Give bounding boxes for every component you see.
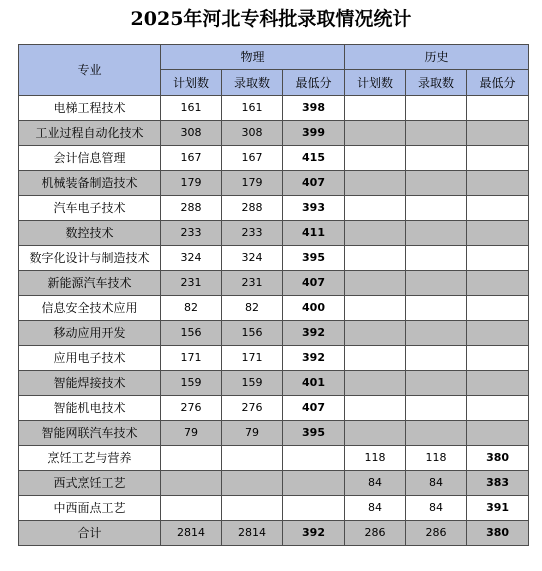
cell-major: 工业过程自动化技术 xyxy=(19,121,161,146)
cell-history-min-score xyxy=(467,421,529,446)
cell-history-admitted xyxy=(406,96,467,121)
cell-physics-min-score: 393 xyxy=(283,196,345,221)
total-cell-physics-admitted: 2814 xyxy=(222,521,283,546)
cell-major: 智能网联汽车技术 xyxy=(19,421,161,446)
table-row xyxy=(19,196,529,221)
cell-physics-min-score: 392 xyxy=(283,346,345,371)
cell-major: 会计信息管理 xyxy=(19,146,161,171)
table-row xyxy=(19,371,529,396)
cell-history-plan: 84 xyxy=(345,496,406,521)
cell-history-plan xyxy=(345,221,406,246)
cell-physics-min-score: 392 xyxy=(283,321,345,346)
cell-history-plan xyxy=(345,321,406,346)
cell-history-min-score xyxy=(467,96,529,121)
cell-history-min-score xyxy=(467,171,529,196)
table-row xyxy=(19,296,529,321)
cell-history-admitted xyxy=(406,146,467,171)
cell-history-min-score: 380 xyxy=(467,446,529,471)
table-row xyxy=(19,321,529,346)
total-cell-history-admitted: 286 xyxy=(406,521,467,546)
cell-history-admitted xyxy=(406,421,467,446)
cell-history-plan xyxy=(345,246,406,271)
cell-physics-min-score: 407 xyxy=(283,171,345,196)
table-row xyxy=(19,396,529,421)
header-history: 历史 xyxy=(345,45,529,70)
cell-physics-min-score: 398 xyxy=(283,96,345,121)
header-physics-min-score: 最低分 xyxy=(283,70,345,96)
cell-physics-plan: 288 xyxy=(161,196,222,221)
cell-major: 电梯工程技术 xyxy=(19,96,161,121)
cell-major: 数字化设计与制造技术 xyxy=(19,246,161,271)
total-cell-physics-min-score: 392 xyxy=(283,521,345,546)
cell-physics-admitted: 82 xyxy=(222,296,283,321)
cell-history-admitted xyxy=(406,196,467,221)
table-row xyxy=(19,246,529,271)
cell-major: 机械装备制造技术 xyxy=(19,171,161,196)
cell-history-plan: 118 xyxy=(345,446,406,471)
header-physics-admitted: 录取数 xyxy=(222,70,283,96)
cell-history-min-score xyxy=(467,121,529,146)
cell-history-min-score xyxy=(467,271,529,296)
cell-physics-min-score: 411 xyxy=(283,221,345,246)
table-row xyxy=(19,146,529,171)
total-cell-physics-plan: 2814 xyxy=(161,521,222,546)
cell-physics-plan: 167 xyxy=(161,146,222,171)
table-row xyxy=(19,271,529,296)
header-history-min-score: 最低分 xyxy=(467,70,529,96)
cell-history-min-score xyxy=(467,396,529,421)
cell-physics-admitted: 156 xyxy=(222,321,283,346)
cell-major: 应用电子技术 xyxy=(19,346,161,371)
cell-physics-min-score: 407 xyxy=(283,271,345,296)
cell-physics-plan xyxy=(161,446,222,471)
cell-history-plan xyxy=(345,271,406,296)
cell-history-min-score xyxy=(467,221,529,246)
total-cell-history-plan: 286 xyxy=(345,521,406,546)
cell-physics-admitted xyxy=(222,496,283,521)
table-row xyxy=(19,446,529,471)
cell-physics-admitted: 231 xyxy=(222,271,283,296)
cell-history-plan xyxy=(345,296,406,321)
cell-physics-plan: 79 xyxy=(161,421,222,446)
cell-physics-admitted: 324 xyxy=(222,246,283,271)
cell-physics-min-score xyxy=(283,471,345,496)
cell-history-admitted xyxy=(406,296,467,321)
page-title: 2025年河北专科批录取情况统计 xyxy=(130,8,412,30)
cell-history-min-score xyxy=(467,196,529,221)
cell-history-plan xyxy=(345,346,406,371)
cell-major: 烹饪工艺与营养 xyxy=(19,446,161,471)
cell-physics-plan: 161 xyxy=(161,96,222,121)
cell-history-admitted xyxy=(406,271,467,296)
cell-physics-min-score: 395 xyxy=(283,421,345,446)
cell-physics-admitted: 161 xyxy=(222,96,283,121)
cell-major: 中西面点工艺 xyxy=(19,496,161,521)
cell-major: 数控技术 xyxy=(19,221,161,246)
cell-physics-plan: 231 xyxy=(161,271,222,296)
cell-physics-plan: 276 xyxy=(161,396,222,421)
cell-physics-plan: 233 xyxy=(161,221,222,246)
cell-history-admitted xyxy=(406,346,467,371)
cell-major: 智能焊接技术 xyxy=(19,371,161,396)
cell-physics-admitted: 276 xyxy=(222,396,283,421)
table-row-total xyxy=(19,521,529,546)
cell-history-plan xyxy=(345,371,406,396)
cell-history-plan xyxy=(345,196,406,221)
cell-physics-admitted xyxy=(222,446,283,471)
cell-history-admitted: 118 xyxy=(406,446,467,471)
cell-physics-admitted: 171 xyxy=(222,346,283,371)
total-cell-history-min-score: 380 xyxy=(467,521,529,546)
header-physics-plan: 计划数 xyxy=(161,70,222,96)
cell-physics-plan: 308 xyxy=(161,121,222,146)
cell-major: 智能机电技术 xyxy=(19,396,161,421)
table-row xyxy=(19,496,529,521)
cell-history-admitted: 84 xyxy=(406,471,467,496)
cell-physics-admitted xyxy=(222,471,283,496)
header-history-plan: 计划数 xyxy=(345,70,406,96)
table-row xyxy=(19,121,529,146)
cell-physics-admitted: 308 xyxy=(222,121,283,146)
header-row-groups xyxy=(19,45,529,70)
table-row xyxy=(19,171,529,196)
cell-history-plan: 84 xyxy=(345,471,406,496)
cell-physics-min-score: 395 xyxy=(283,246,345,271)
cell-history-min-score: 391 xyxy=(467,496,529,521)
cell-history-plan xyxy=(345,96,406,121)
table-row xyxy=(19,96,529,121)
cell-history-min-score xyxy=(467,146,529,171)
cell-history-min-score: 383 xyxy=(467,471,529,496)
cell-history-min-score xyxy=(467,246,529,271)
cell-history-admitted: 84 xyxy=(406,496,467,521)
cell-physics-admitted: 79 xyxy=(222,421,283,446)
cell-physics-plan: 324 xyxy=(161,246,222,271)
cell-history-admitted xyxy=(406,171,467,196)
table-row xyxy=(19,421,529,446)
cell-history-plan xyxy=(345,421,406,446)
cell-history-min-score xyxy=(467,296,529,321)
header-history-admitted: 录取数 xyxy=(406,70,467,96)
cell-physics-admitted: 167 xyxy=(222,146,283,171)
cell-major: 西式烹饪工艺 xyxy=(19,471,161,496)
cell-major: 新能源汽车技术 xyxy=(19,271,161,296)
cell-history-admitted xyxy=(406,396,467,421)
cell-history-plan xyxy=(345,121,406,146)
cell-history-admitted xyxy=(406,121,467,146)
cell-physics-min-score: 400 xyxy=(283,296,345,321)
cell-physics-plan xyxy=(161,471,222,496)
cell-history-min-score xyxy=(467,346,529,371)
cell-physics-plan: 159 xyxy=(161,371,222,396)
cell-physics-admitted: 179 xyxy=(222,171,283,196)
cell-physics-admitted: 159 xyxy=(222,371,283,396)
cell-major: 移动应用开发 xyxy=(19,321,161,346)
table-row xyxy=(19,346,529,371)
table-row xyxy=(19,471,529,496)
cell-history-plan xyxy=(345,171,406,196)
cell-history-admitted xyxy=(406,321,467,346)
cell-physics-min-score xyxy=(283,496,345,521)
admission-table xyxy=(18,44,529,546)
cell-physics-plan: 179 xyxy=(161,171,222,196)
cell-physics-min-score: 401 xyxy=(283,371,345,396)
header-major: 专业 xyxy=(19,45,161,96)
cell-physics-plan: 156 xyxy=(161,321,222,346)
cell-history-admitted xyxy=(406,371,467,396)
cell-history-min-score xyxy=(467,321,529,346)
cell-major: 信息安全技术应用 xyxy=(19,296,161,321)
table-row xyxy=(19,221,529,246)
cell-physics-admitted: 288 xyxy=(222,196,283,221)
cell-physics-min-score: 399 xyxy=(283,121,345,146)
cell-physics-plan: 171 xyxy=(161,346,222,371)
cell-history-plan xyxy=(345,396,406,421)
cell-physics-min-score: 415 xyxy=(283,146,345,171)
cell-physics-min-score xyxy=(283,446,345,471)
cell-history-plan xyxy=(345,146,406,171)
cell-history-min-score xyxy=(467,371,529,396)
table-body xyxy=(19,96,529,546)
cell-physics-min-score: 407 xyxy=(283,396,345,421)
cell-history-admitted xyxy=(406,221,467,246)
cell-physics-admitted: 233 xyxy=(222,221,283,246)
header-physics: 物理 xyxy=(161,45,345,70)
cell-physics-plan: 82 xyxy=(161,296,222,321)
cell-history-admitted xyxy=(406,246,467,271)
cell-major: 汽车电子技术 xyxy=(19,196,161,221)
total-cell-major: 合计 xyxy=(19,521,161,546)
cell-physics-plan xyxy=(161,496,222,521)
